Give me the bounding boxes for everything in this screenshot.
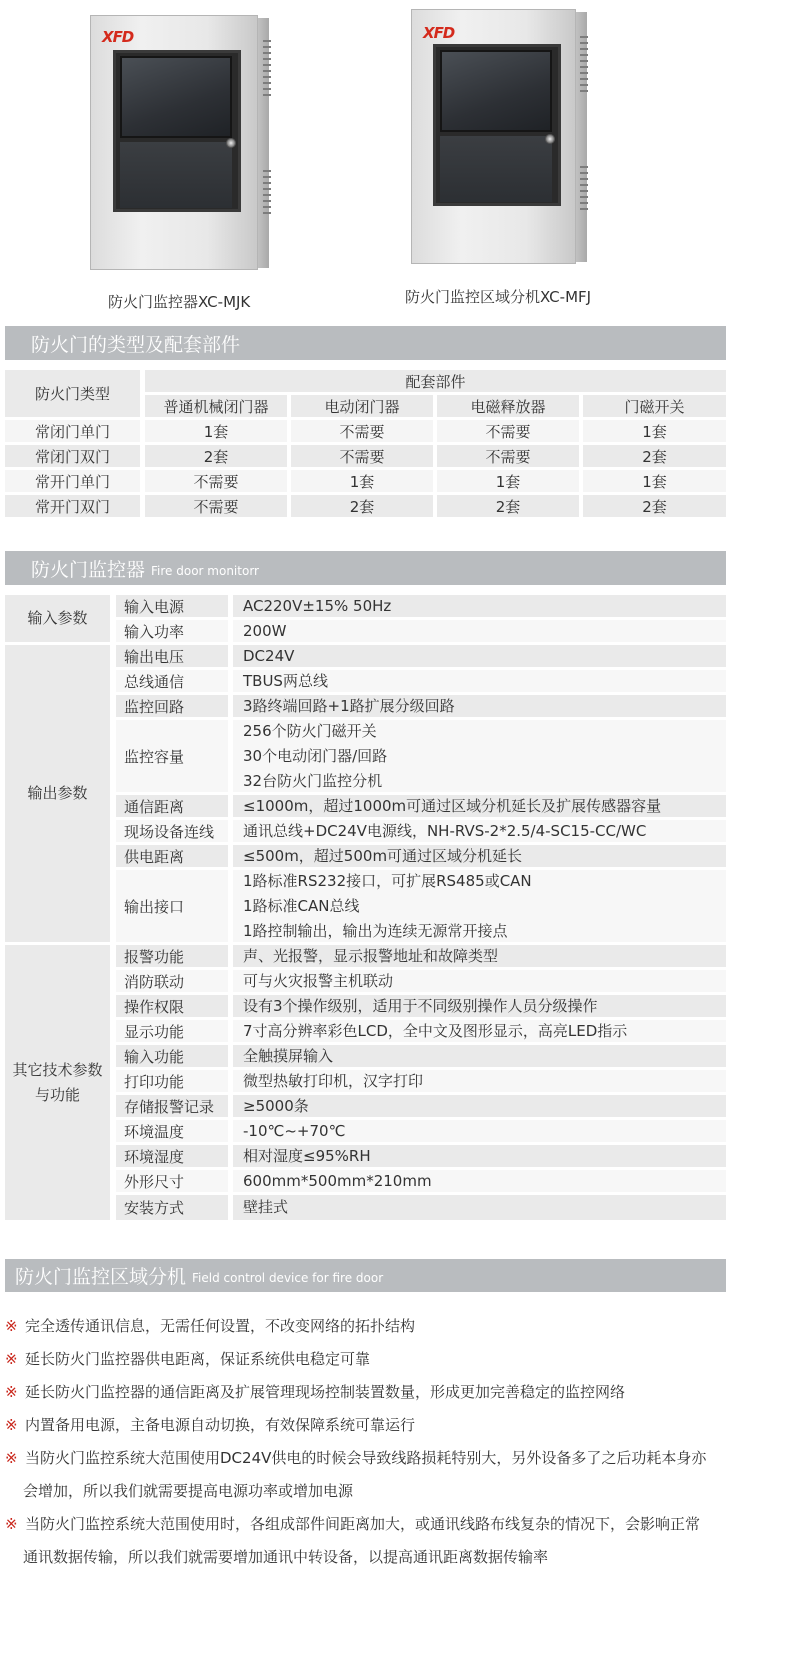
spec-value: TBUS两总线 (233, 670, 726, 692)
spec-row (116, 1195, 726, 1220)
spec-group-label-line: 与功能 (34, 1085, 80, 1104)
spec-row (116, 1120, 726, 1142)
spec-row (116, 645, 726, 667)
spec-key: 输入功率 (116, 620, 228, 642)
spec-row (116, 695, 726, 717)
spec-value: 256个防火门磁开关 30个电动闭门器/回路 32台防火门监控分机 (233, 720, 726, 792)
list-item: ※ 延长防火门监控器的通信距离及扩展管理现场控制装置数量，形成更加完善稳定的监控网络 (5, 1376, 740, 1409)
table-cell: 1套 (291, 470, 433, 492)
monitor-spec-table (5, 595, 726, 1220)
spec-key: 环境温度 (116, 1120, 228, 1142)
spec-row (116, 995, 726, 1017)
feature-list (5, 1310, 740, 1574)
reference-mark-icon: ※ (5, 1317, 18, 1335)
table-column-header: 门磁开关 (583, 395, 726, 417)
spec-key: 消防联动 (116, 970, 228, 992)
spec-group-label: 输入参数 (5, 595, 110, 642)
spec-key: 安装方式 (116, 1195, 228, 1220)
spec-key: 操作权限 (116, 995, 228, 1017)
brand-logo: XFD (423, 24, 455, 42)
section-header-area-unit (5, 1259, 726, 1292)
spec-group-label (5, 945, 110, 1220)
section-title: 防火门的类型及配套部件 (31, 333, 241, 356)
list-item: ※ 延长防火门监控器供电距离，保证系统供电稳定可靠 (5, 1343, 740, 1376)
spec-key: 存储报警记录 (116, 1095, 228, 1117)
spec-value: 微型热敏打印机，汉字打印 (233, 1070, 726, 1092)
spec-value: -10℃~+70℃ (233, 1120, 726, 1142)
spec-key: 报警功能 (116, 945, 228, 967)
table-column-header: 电动闭门器 (291, 395, 433, 417)
spec-row (116, 1145, 726, 1167)
spec-row (116, 970, 726, 992)
spec-row (116, 1020, 726, 1042)
reference-mark-icon: ※ (5, 1383, 18, 1401)
table-cell: 不需要 (437, 420, 579, 442)
table-cell: 2套 (437, 495, 579, 517)
table-header-group: 配套部件 (145, 370, 726, 392)
spec-row (116, 795, 726, 817)
spec-key: 环境湿度 (116, 1145, 228, 1167)
spec-value: 可与火灾报警主机联动 (233, 970, 726, 992)
spec-key: 通信距离 (116, 795, 228, 817)
table-cell: 不需要 (145, 470, 287, 492)
spec-row (116, 845, 726, 867)
spec-value: DC24V (233, 645, 726, 667)
lcd-screen (440, 50, 552, 132)
table-cell: 2套 (583, 495, 726, 517)
table-row-label: 常闭门单门 (5, 420, 140, 442)
table-cell: 1套 (583, 420, 726, 442)
table-cell: 2套 (583, 445, 726, 467)
spec-key: 输出电压 (116, 645, 228, 667)
spec-group-label-line: 其它技术参数 (12, 1060, 103, 1079)
lock-icon (545, 134, 555, 144)
list-item: ※ 完全透传通讯信息，无需任何设置，不改变网络的拓扑结构 (5, 1310, 740, 1343)
spec-key: 总线通信 (116, 670, 228, 692)
section-title: 防火门监控区域分机 (15, 1266, 187, 1288)
list-item: ※ 当防火门监控系统大范围使用DC24V供电的时候会导致线路损耗特别大，另外设备多了之后功耗本身亦 会增加，所以我们就需要提高电源功率或增加电源 (5, 1442, 740, 1508)
spec-row (116, 1170, 726, 1192)
list-item: ※ 内置备用电源，主备电源自动切换，有效保障系统可靠运行 (5, 1409, 740, 1442)
lock-icon (226, 138, 236, 148)
spec-value: ≤500m，超过500m可通过区域分机延长 (233, 845, 726, 867)
spec-key: 监控回路 (116, 695, 228, 717)
spec-row (116, 870, 726, 942)
section-header-door-types (5, 326, 726, 360)
spec-row (116, 670, 726, 692)
spec-value: 3路终端回路+1路扩展分级回路 (233, 695, 726, 717)
table-cell: 1套 (583, 470, 726, 492)
brand-logo: XFD (102, 28, 134, 46)
spec-group-label: 输出参数 (5, 645, 110, 942)
spec-key: 现场设备连线 (116, 820, 228, 842)
section-title: 防火门监控器 (31, 558, 146, 581)
spec-row (116, 820, 726, 842)
spec-value: ≤1000m，超过1000m可通过区域分机延长及扩展传感器容量 (233, 795, 726, 817)
spec-value: 1路标准RS232接口，可扩展RS485或CAN 1路标准CAN总线 1路控制输出，输出为连续无源常开接点 (233, 870, 726, 942)
table-cell: 不需要 (291, 420, 433, 442)
spec-row (116, 595, 726, 617)
lcd-screen (120, 56, 232, 138)
table-cell: 1套 (145, 420, 287, 442)
section-title-en: Field control device for fire door (192, 1271, 384, 1285)
spec-value: 壁挂式 (233, 1195, 726, 1220)
spec-key: 输入功能 (116, 1045, 228, 1067)
spec-row (116, 720, 726, 792)
spec-value: 7寸高分辨率彩色LCD，全中文及图形显示，高亮LED指示 (233, 1020, 726, 1042)
product-image-area-unit (403, 6, 603, 271)
spec-row (116, 1095, 726, 1117)
reference-mark-icon: ※ (5, 1515, 18, 1533)
table-cell: 2套 (291, 495, 433, 517)
product-image-monitor (80, 10, 280, 275)
table-cell: 不需要 (437, 445, 579, 467)
spec-value: 声、光报警，显示报警地址和故障类型 (233, 945, 726, 967)
spec-row (116, 1070, 726, 1092)
reference-mark-icon: ※ (5, 1416, 18, 1434)
table-row-label: 常开门单门 (5, 470, 140, 492)
product-caption: 防火门监控器XC-MJK (108, 293, 251, 311)
spec-value: 设有3个操作级别，适用于不同级别操作人员分级操作 (233, 995, 726, 1017)
table-column-header: 电磁释放器 (437, 395, 579, 417)
table-row-label: 常闭门双门 (5, 445, 140, 467)
spec-value: 200W (233, 620, 726, 642)
spec-value: AC220V±15% 50Hz (233, 595, 726, 617)
product-caption: 防火门监控区域分机XC-MFJ (405, 288, 592, 306)
spec-key: 监控容量 (116, 720, 228, 792)
spec-key: 输入电源 (116, 595, 228, 617)
spec-key: 外形尺寸 (116, 1170, 228, 1192)
spec-key: 显示功能 (116, 1020, 228, 1042)
list-item: ※ 当防火门监控系统大范围使用时，各组成部件间距离加大，或通讯线路布线复杂的情况下，会影响正常 通讯数据传输，所以我们就需要增加通讯中转设备，以提高通讯距离数据传输率 (5, 1508, 740, 1574)
spec-key: 打印功能 (116, 1070, 228, 1092)
section-title-en: Fire door monitorr (151, 563, 259, 578)
section-header-monitor (5, 551, 726, 585)
spec-value: 通讯总线+DC24V电源线，NH-RVS-2*2.5/4-SC15-CC/WC (233, 820, 726, 842)
table-cell: 1套 (437, 470, 579, 492)
spec-row (116, 620, 726, 642)
reference-mark-icon: ※ (5, 1350, 18, 1368)
spec-row (116, 945, 726, 967)
spec-value: 相对湿度≤95%RH (233, 1145, 726, 1167)
table-row-label: 常开门双门 (5, 495, 140, 517)
table-cell: 不需要 (145, 495, 287, 517)
spec-value: ≥5000条 (233, 1095, 726, 1117)
reference-mark-icon: ※ (5, 1449, 18, 1467)
spec-row (116, 1045, 726, 1067)
spec-key: 输出接口 (116, 870, 228, 942)
spec-value: 全触摸屏输入 (233, 1045, 726, 1067)
table-cell: 2套 (145, 445, 287, 467)
spec-key: 供电距离 (116, 845, 228, 867)
table-column-header: 普通机械闭门器 (145, 395, 287, 417)
table-cell: 不需要 (291, 445, 433, 467)
table-header-type: 防火门类型 (5, 370, 140, 417)
spec-value: 600mm*500mm*210mm (233, 1170, 726, 1192)
